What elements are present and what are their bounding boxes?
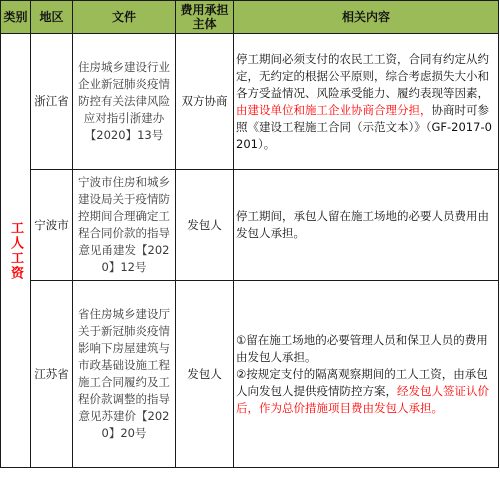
table-row-ningbo (1, 170, 499, 281)
region-cell: 江苏省 (31, 281, 73, 468)
content-text: ②按规定支付的隔离观察期间的工人工资，由承包人向发包人提供疫情防控方案， (236, 366, 488, 398)
table-row-zhejiang (1, 34, 499, 170)
content-text: 协商时可参照《建设工程施工合同（示范文本）》（GF-2017-0201）。 (236, 102, 492, 151)
document-cell: 住房城乡建设行业企业新冠肺炎疫情防控有关法律风险应对指引浙建办【2020】13号 (73, 34, 176, 170)
content-paragraph (236, 366, 496, 417)
document-cell: 宁波市住房和城乡建设局关于疫情防控期间合理确定工程合同价款的指导意见甬建发【2020】12号 (73, 170, 176, 281)
header-region: 地区 (31, 1, 73, 34)
content-cell (234, 170, 499, 281)
region-cell: 浙江省 (31, 34, 73, 170)
cost-bearer-cell: 双方协商 (176, 34, 234, 170)
header-content: 相关内容 (234, 1, 499, 34)
content-paragraph (236, 332, 496, 366)
content-text: 停工期间必须支付的农民工工资，合同有约定从约定，无约定的根据公平原则，综合考虑损失大小和各方受益情况、风险承受能力、履约表现等因素， (236, 51, 489, 100)
table-row-jiangsu (1, 281, 499, 468)
cost-bearer-cell: 发包人 (176, 170, 234, 281)
header-category: 类别 (1, 1, 31, 34)
content-highlight: 经发包人签证认价后，作为总价措施项目费由发包人承担。 (236, 383, 489, 415)
category-cell: 工人工资 (1, 34, 31, 468)
header-document: 文件 (73, 1, 176, 34)
content-highlight: 由建设单位和施工企业协商合理分担， (236, 102, 432, 117)
header-cost-bearer: 费用承担主体 (176, 1, 234, 34)
header-row (1, 1, 499, 34)
content-cell (234, 281, 499, 468)
region-cell: 宁波市 (31, 170, 73, 281)
content-text: ①留在施工场地的必要管理人员和保卫人员的费用由发包人承担。 (236, 332, 488, 364)
document-cell: 省住房城乡建设厅关于新冠肺炎疫情影响下房屋建筑与市政基础设施工程施工合同履约及工程价款调整的指导意见苏建价【2020】20号 (73, 281, 176, 468)
cost-bearer-cell: 发包人 (176, 281, 234, 468)
content-cell (234, 34, 499, 170)
content-text: 停工期间，承包人留在施工场地的必要人员费用由发包人承担。 (236, 209, 489, 240)
